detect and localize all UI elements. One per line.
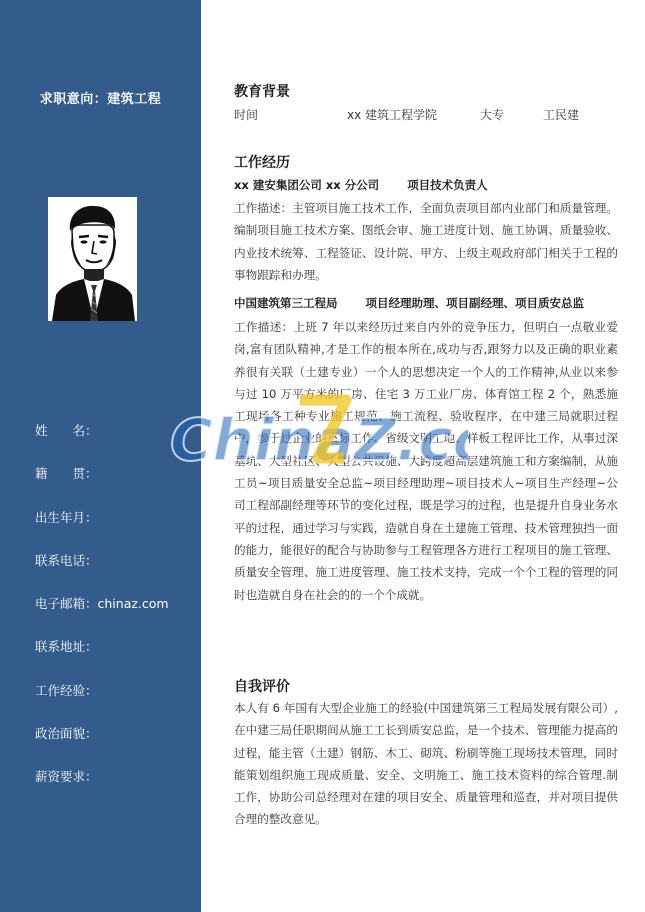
education-title: 教育背景	[234, 84, 290, 100]
profile-photo	[48, 197, 137, 321]
info-birthdate: 出生年月：	[35, 509, 98, 525]
info-email: 电子邮箱：chinaz.com	[35, 596, 169, 612]
job-intent: 求职意向：建筑工程	[39, 92, 162, 107]
job2-description: 工作描述：上班 7 年以来经历过来自内外的竞争压力，但明白一点敬业爱岗,富有团队精神,才是工作的根本所在,成功与否,跟努力以及正确的职业素养很有关联（土建专业）一个人的思想决定一个人的工作精神,从业以来参与过 10 万平方米的厂房、住宅 3 万工业厂房、体育馆工程 2 个，熟悉施工现场各工种专业施工规范、施工流程、验收程序，在中建三局就职过程中，参于过企业的贯标工作、省级文明工地、样板工程评比工作，从事过深基坑、大型社区、大型公共设施、大跨度超高层建筑施工和方案编制，从施工员~项目质量安全总监~项目经理助理~项目技术人~项目生产经理~公司工程部副经理等环节的变化过程，既是学习的过程，也是提升自身业务水平的过程，通过学习与实践，造就自身在土建施工管理、技术管理独挡一面的能力，能很好的配合与协助参与工程管理各方进行工程项目的施工管理、质量安全管理、施工进度管理、施工技术支持，完成一个个工程的管理的同时也造就自身在社会的的一个个成就。	[234, 320, 618, 602]
info-experience: 工作经验：	[35, 682, 98, 698]
job1-header	[234, 177, 516, 193]
self-eval-title: 自我评价	[234, 679, 290, 695]
job1-description: 工作描述：主管项目施工技术工作，全面负责项目部内业部门和质量管理。编制项目施工技术方案、图纸会审、施工进度计划、施工协调、质量验收、内业技术统筹、工程签证、设计院、甲方、上级主观政府部门相关于工程的事物跟踪和办理。	[234, 201, 618, 282]
info-phone: 联系电话：	[35, 552, 98, 568]
education-time: 时间	[234, 108, 259, 122]
job2-header	[234, 295, 612, 311]
job1-position: 项目技术负责人	[407, 178, 488, 192]
job2-position: 项目经理助理、项目副经理、项目质安总监	[365, 296, 584, 310]
info-name: 姓 名：	[35, 423, 98, 438]
education-school: xx 建筑工程学院	[347, 108, 438, 122]
personal-info-list	[35, 422, 195, 812]
info-address: 联系地址：	[35, 639, 98, 655]
education-degree: 大专	[480, 108, 505, 122]
watermark-text: ChinaZ.c	[170, 406, 453, 474]
job1-company: xx 建安集团公司 xx 分公司	[234, 178, 380, 192]
sidebar	[0, 0, 201, 912]
info-salary: 薪资要求：	[35, 769, 98, 785]
education-row	[234, 106, 629, 124]
education-major: 工民建	[543, 108, 580, 122]
info-political-status: 政治面貌：	[35, 726, 98, 742]
self-eval-text: 本人有 6 年国有大型企业施工的经验(中国建筑第三工程局发展有限公司）,在中建三局任职期间从施工工长到质安总监，是一个技术、管理能力提高的过程，能主管（土建）钢筋、木工、砌筑、粉刷等施工现场技术管理，同时能策划组织施工现成质量、安全、文明施工、施工技术资料的综合管理.制工作，协助公司总经理对在建的项目安全、质量管理和巡查，并对项目提供合理的整改意见。	[234, 701, 618, 827]
info-hometown: 籍 贯：	[35, 466, 98, 482]
work-title: 工作经历	[234, 155, 290, 171]
job2-company: 中国建筑第三工程局	[234, 296, 338, 310]
